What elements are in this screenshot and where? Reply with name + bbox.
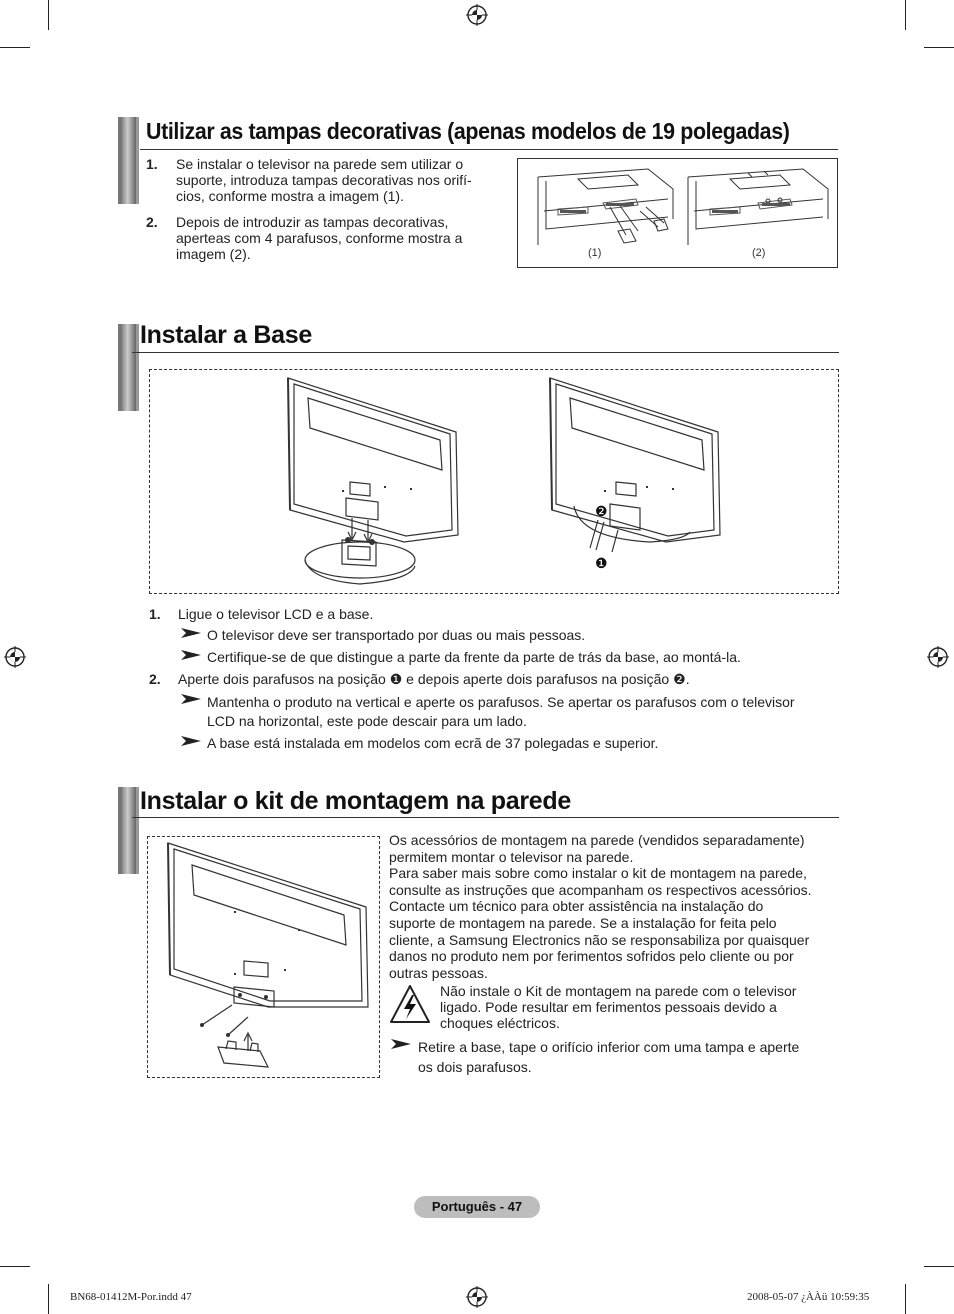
note-arrow-icon (390, 1038, 412, 1050)
section-bar (118, 787, 139, 874)
note-arrow-icon (180, 649, 202, 661)
section-title-install-base: Instalar a Base (140, 321, 312, 349)
text-line: cios, conforme mostra a imagem (1). (176, 188, 404, 204)
note-text (418, 1037, 838, 1077)
text-line: Para saber mais sobre como instalar o kit de montagem na parede, (389, 865, 807, 882)
text-line: Contacte um técnico para obter assistência na instalação do (389, 898, 764, 915)
position-2-icon: ❷ (673, 671, 686, 687)
footer-timestamp: 2008-05-07 ¿ÀÀü 10:59:35 (747, 1291, 870, 1303)
text-line: Não instale o Kit de montagem na parede com o televisor (440, 983, 797, 999)
crop-mark (0, 47, 30, 48)
note-text: A base está instalada em modelos com ecrã de 37 polegadas e superior. (207, 735, 659, 751)
text-line: aperteas com 4 parafusos, conforme mostra a (176, 230, 463, 246)
step-number: 2. (146, 214, 158, 230)
text-line: danos no produto nem por ferimentos sofridos pelo cliente ou por (389, 948, 794, 965)
text-line: Retire a base, tape o orifício inferior com uma tampa e aperte (418, 1039, 800, 1055)
callout-1: ❶ (595, 555, 608, 571)
section-rule (132, 352, 839, 353)
tv-back-cover-illustration (518, 159, 837, 267)
section-bar (118, 324, 139, 411)
text-line: choques eléctricos. (440, 1015, 560, 1031)
text-fragment: Aperte dois parafusos na posição (178, 671, 390, 687)
section-title-decorative-covers: Utilizar as tampas decorativas (apenas modelos de 19 polegadas) (146, 118, 790, 144)
note-text: Certifique-se de que distingue a parte da frente da parte de trás da base, ao montá-la. (207, 649, 741, 665)
figure-label-2: (2) (752, 247, 766, 259)
text-line: Se instalar o televisor na parede sem utilizar o (176, 156, 464, 172)
note-arrow-icon (180, 627, 202, 639)
section-title-wall-mount: Instalar o kit de montagem na parede (140, 787, 571, 815)
section-bar (118, 117, 139, 204)
text-line: outras pessoas. (389, 964, 488, 981)
callout-2: ❷ (595, 503, 608, 519)
text-line: consulte as instruções que acompanham os respectivos acessórios. (389, 881, 812, 898)
text-fragment: . (685, 671, 690, 687)
crop-mark (924, 1266, 954, 1267)
step-text (176, 214, 506, 262)
text-line: Mantenha o produto na vertical e aperte os parafusos. Se apertar os parafusos com o televisor (207, 694, 795, 710)
crop-mark (905, 1284, 906, 1314)
crop-mark (48, 0, 49, 30)
text-line: LCD na horizontal, este pode descair para um lado. (207, 713, 527, 729)
position-1-icon: ❶ (389, 671, 403, 687)
text-line: ligado. Pode resultar em ferimentos pessoais devido a (440, 999, 777, 1015)
step-number: 1. (149, 606, 161, 622)
text-line: os dois parafusos. (418, 1059, 532, 1075)
page-number-badge: Português - 47 (414, 1196, 540, 1218)
text-line: cliente, a Samsung Electronics não se responsabiliza por quaisquer (389, 931, 810, 948)
note-arrow-icon (180, 735, 202, 747)
text-line: suporte de montagem na parede. Se a instalação for feita pelo (389, 914, 777, 931)
warning-text (440, 983, 840, 1031)
text-line: permitem montar o televisor na parede. (389, 848, 634, 865)
figure-decorative-covers (517, 158, 838, 268)
figure-install-base (149, 369, 839, 594)
crop-mark (48, 1284, 49, 1314)
crop-mark (924, 47, 954, 48)
note-text: O televisor deve ser transportado por duas ou mais pessoas. (207, 627, 586, 643)
text-line: Depois de introduzir as tampas decorativas, (176, 214, 449, 230)
electric-shock-warning-icon (389, 984, 431, 1024)
registration-mark-icon (4, 646, 26, 668)
registration-mark-icon (466, 1286, 488, 1308)
figure-label-1: (1) (588, 247, 602, 259)
step-text (178, 671, 690, 687)
section-rule (132, 817, 839, 818)
text-line: Os acessórios de montagem na parede (vendidos separadamente) (389, 832, 805, 848)
registration-mark-icon (466, 4, 488, 26)
note-arrow-icon (180, 693, 202, 705)
text-line: suporte, introduza tampas decorativas nos orifí- (176, 172, 472, 188)
tv-stand-illustration (150, 370, 838, 593)
step-text (176, 156, 506, 204)
tv-wall-mount-illustration (148, 837, 379, 1077)
step-number: 2. (149, 671, 161, 687)
registration-mark-icon (927, 646, 949, 668)
step-number: 1. (146, 156, 158, 172)
step-text: Ligue o televisor LCD e a base. (178, 606, 374, 622)
wall-mount-paragraph (389, 832, 839, 981)
text-line: imagem (2). (176, 246, 251, 262)
crop-mark (0, 1266, 30, 1267)
text-fragment: e depois aperte dois parafusos na posição (402, 671, 674, 687)
section-rule (140, 149, 838, 150)
footer-file-name: BN68-01412M-Por.indd 47 (70, 1291, 192, 1303)
note-text (207, 693, 795, 731)
crop-mark (905, 0, 906, 30)
figure-wall-mount (147, 836, 380, 1078)
